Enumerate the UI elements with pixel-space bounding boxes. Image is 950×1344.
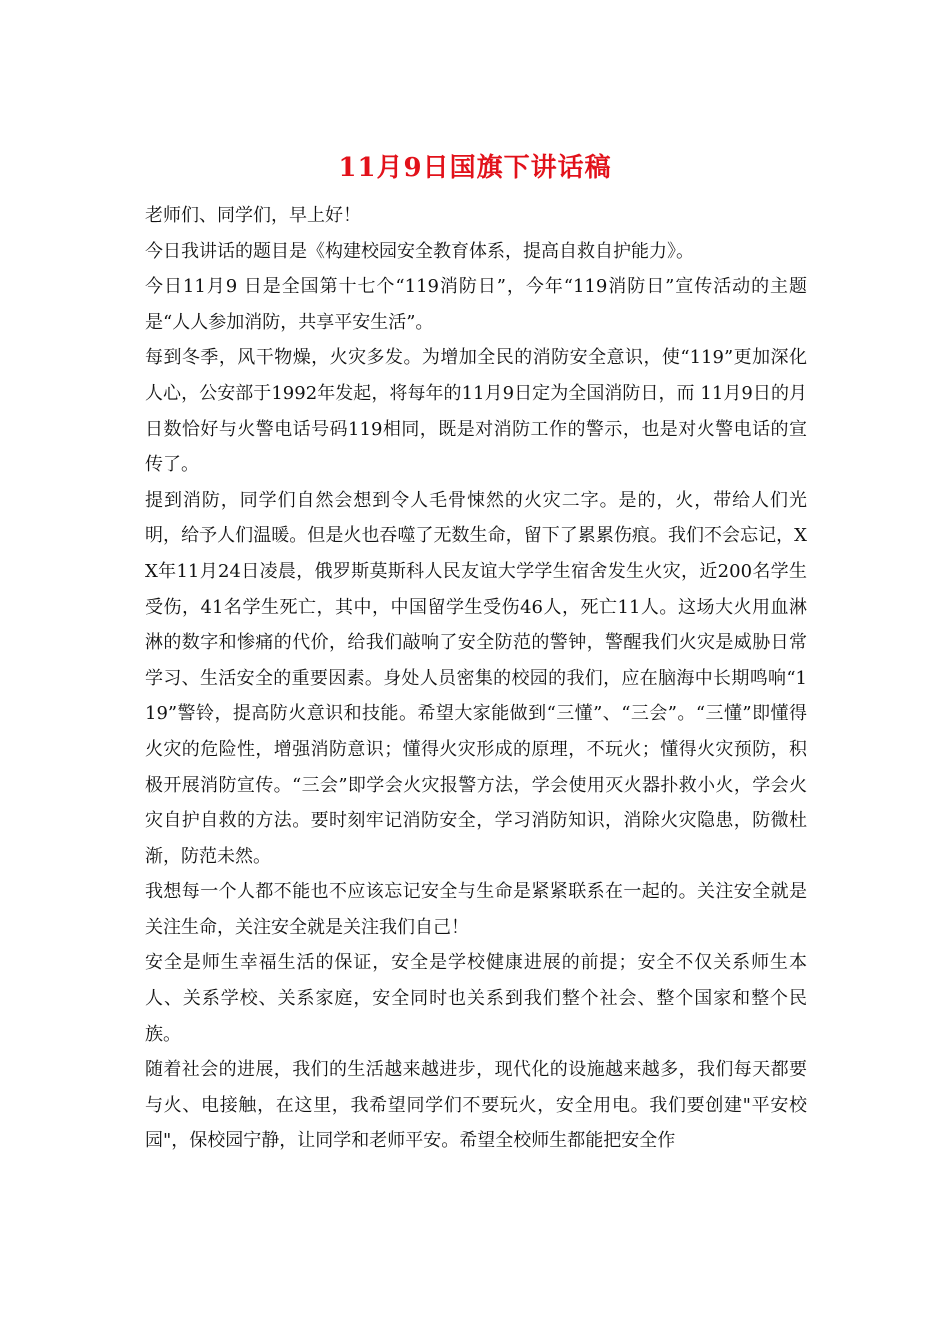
paragraph-fire-safety: 提到消防，同学们自然会想到令人毛骨悚然的火灾二字。是的，火，带给人们光明，给予人们温暖。但是火也吞噬了无数生命，留下了累累伤痕。我们不会忘记，XX年11月24日凌晨，俄罗斯莫斯科人民友谊大学学生宿舍发生火灾，近200名学生受伤，41名学生死亡，其中，中国留学生受伤46人，死亡11人。这场大火用血淋淋的数字和惨痛的代价，给我们敲响了安全防范的警钟，警醒我们火灾是威胁日常学习、生活安全的重要因素。身处人员密集的校园的我们，应在脑海中长期鸣响“119”警铃，提高防火意识和技能。希望大家能做到“三懂”、“三会”。“三懂”即懂得火灾的危险性，增强消防意识；懂得火灾形成的原理，不玩火；懂得火灾预防，积极开展消防宣传。“三会”即学会火灾报警方法，学会使用灭火器扑救小火，学会火灾自护自救的方法。要时刻牢记消防安全，学习消防知识，消除火灾隐患，防微杜渐，防范未然。 xyxy=(145,489,807,867)
paragraph-greeting: 老师们、同学们，早上好！ xyxy=(145,205,361,226)
paragraph-development: 随着社会的进展，我们的生活越来越进步，现代化的设施越来越多，我们每天都要与火、电接触，在这里，我希望同学们不要玩火，安全用电。我们要创建"平安校园"，保校园宁静，让同学和老师平安。希望全校师生都能把安全作 xyxy=(145,1059,807,1152)
paragraph-fire-day: 今日11月9 日是全国第十七个“119消防日”，今年“119消防日”宣传活动的主题是“人人参加消防，共享平安生活”。 xyxy=(145,276,807,333)
paragraph-winter: 每到冬季，风干物燥，火灾多发。为增加全民的消防安全意识，使“119”更加深化人心，公安部于1992年发起，将每年的11月9日定为全国消防日，而 11月9日的月日数恰好与火警电话号码119相同，既是对消防工作的警示，也是对火警电话的宣传了。 xyxy=(145,347,807,476)
document-body xyxy=(145,198,807,1159)
document-title: 11月9日国旗下讲话稿 xyxy=(338,153,612,183)
paragraph-topic: 今日我讲话的题目是《构建校园安全教育体系，提高自救自护能力》。 xyxy=(145,240,694,262)
paragraph-safety-guarantee: 安全是师生幸福生活的保证，安全是学校健康进展的前提；安全不仅关系师生本人、关系学校、关系家庭，安全同时也关系到我们整个社会、整个国家和整个民族。 xyxy=(145,952,807,1045)
paragraph-life-safety: 我想每一个人都不能也不应该忘记安全与生命是紧紧联系在一起的。关注安全就是关注生命，关注安全就是关注我们自己！ xyxy=(145,881,807,938)
